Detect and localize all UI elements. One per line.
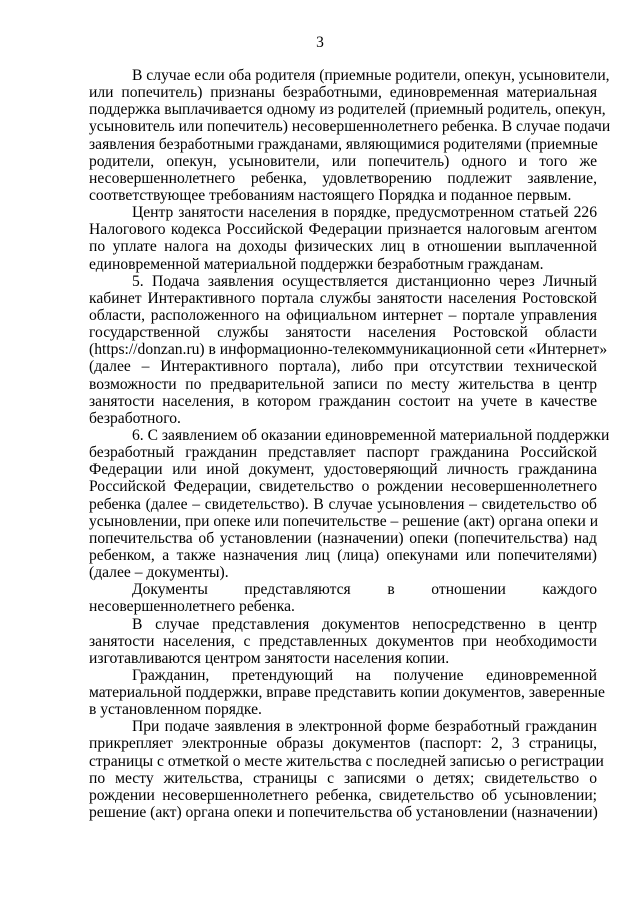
text-line: попечительства об установлении (назначении) опеки (попечительства) над: [89, 529, 597, 547]
text-line: изготавливаются центром занятости населения копии.: [89, 649, 450, 667]
text-line: государственной службы занятости населения Ростовской области: [89, 324, 597, 342]
text-line: занятости населения, в котором гражданин состоит на учете в качестве: [89, 392, 597, 410]
paragraph: [89, 581, 597, 615]
text-line: Гражданин, претендующий на получение единовременной: [132, 666, 597, 684]
document-body: [89, 67, 611, 822]
text-line: безработный гражданин представляет паспорт гражданина Российской: [89, 444, 597, 462]
paragraph: [89, 67, 611, 204]
text-line: 6. С заявлением об оказании единовременной материальной поддержки: [132, 426, 610, 444]
paragraph: [89, 616, 597, 667]
text-line: в установленном порядке.: [89, 701, 262, 719]
text-line: ребенка (далее – свидетельство). В случае усыновления – свидетельство об: [89, 495, 597, 513]
text-line: (далее – документы).: [89, 564, 229, 582]
text-line: заявления безработными гражданами, являющимися родителями (приемные: [89, 135, 598, 153]
text-line: материальной поддержки, вправе представить копии документов, заверенные: [89, 684, 605, 702]
text-line: В случае представления документов непосредственно в центр: [132, 615, 597, 633]
text-line: родители, опекун, усыновители, или попечитель) одного и того же: [89, 152, 597, 170]
text-line: усыновитель или попечитель) несовершеннолетнего ребенка. В случае подачи: [89, 118, 611, 136]
text-line: Документы представляются в отношении каждого: [132, 581, 597, 599]
paragraph: [89, 204, 597, 273]
text-line: несовершеннолетнего ребенка.: [89, 598, 295, 616]
paragraph: [89, 666, 605, 719]
text-line: решение (акт) органа опеки и попечительства об установлении (назначении): [89, 804, 598, 822]
text-line: страницы с отметкой о месте жительства с последней записью о регистрации: [89, 752, 604, 770]
text-line: ребенком, а также назначения лиц (лица) опекунами или попечителями): [89, 546, 597, 564]
text-line: (https://donzan.ru) в информационно-телекоммуникационной сети «Интернет»: [89, 341, 608, 359]
paragraph: [89, 718, 604, 822]
text-line: единовременной материальной поддержки безработным гражданам.: [89, 255, 544, 273]
text-line: кабинет Интерактивного портала службы занятости населения Ростовской: [89, 289, 597, 307]
text-line: безработного.: [89, 409, 181, 427]
text-line: Центр занятости населения в порядке, предусмотренном статьей 226: [132, 204, 597, 222]
text-line: При подаче заявления в электронной форме безработный гражданин: [132, 718, 597, 736]
text-line: Налогового кодекса Российской Федерации признается налоговым агентом: [89, 221, 597, 239]
text-line: прикрепляет электронные образы документов (паспорт: 2, 3 страницы,: [89, 735, 597, 753]
text-line: возможности по предварительной записи по месту жительства в центр: [89, 375, 597, 393]
text-line: Федерации или иной документ, удостоверяющий личность гражданина: [89, 461, 597, 479]
text-line: В случае если оба родителя (приемные родители, опекун, усыновители,: [132, 67, 610, 84]
text-line: усыновлении, при опеке или попечительстве – решение (акт) органа опеки и: [89, 512, 599, 530]
text-line: по уплате налога на доходы физических лиц в отношении выплаченной: [89, 238, 597, 256]
text-line: области, расположенного на официальном интернет – портале управления: [89, 306, 597, 324]
text-line: соответствующее требованиям настоящего Порядка и поданное первым.: [89, 186, 572, 204]
text-line: Российской Федерации, свидетельство о рождении несовершеннолетнего: [89, 478, 597, 496]
text-line: (далее – Интерактивного портала), либо при отсутствии технической: [89, 358, 597, 376]
paragraph: [89, 272, 608, 427]
text-line: по месту жительства, страницы с записями о детях; свидетельство о: [89, 769, 597, 787]
text-line: рождении несовершеннолетнего ребенка, свидетельство об усыновлении;: [89, 786, 597, 804]
page-number: 3: [316, 34, 324, 51]
text-line: или попечитель) признаны безработными, единовременная материальная: [89, 84, 597, 102]
text-line: 5. Подача заявления осуществляется дистанционно через Личный: [132, 272, 597, 290]
text-line: несовершеннолетнего ребенка, удовлетворению подлежит заявление,: [89, 169, 597, 187]
text-line: занятости населения, с представленных документов при необходимости: [89, 632, 597, 650]
text-line: поддержка выплачивается одному из родителей (приемный родитель, опекун,: [89, 101, 606, 119]
paragraph: [89, 426, 610, 582]
